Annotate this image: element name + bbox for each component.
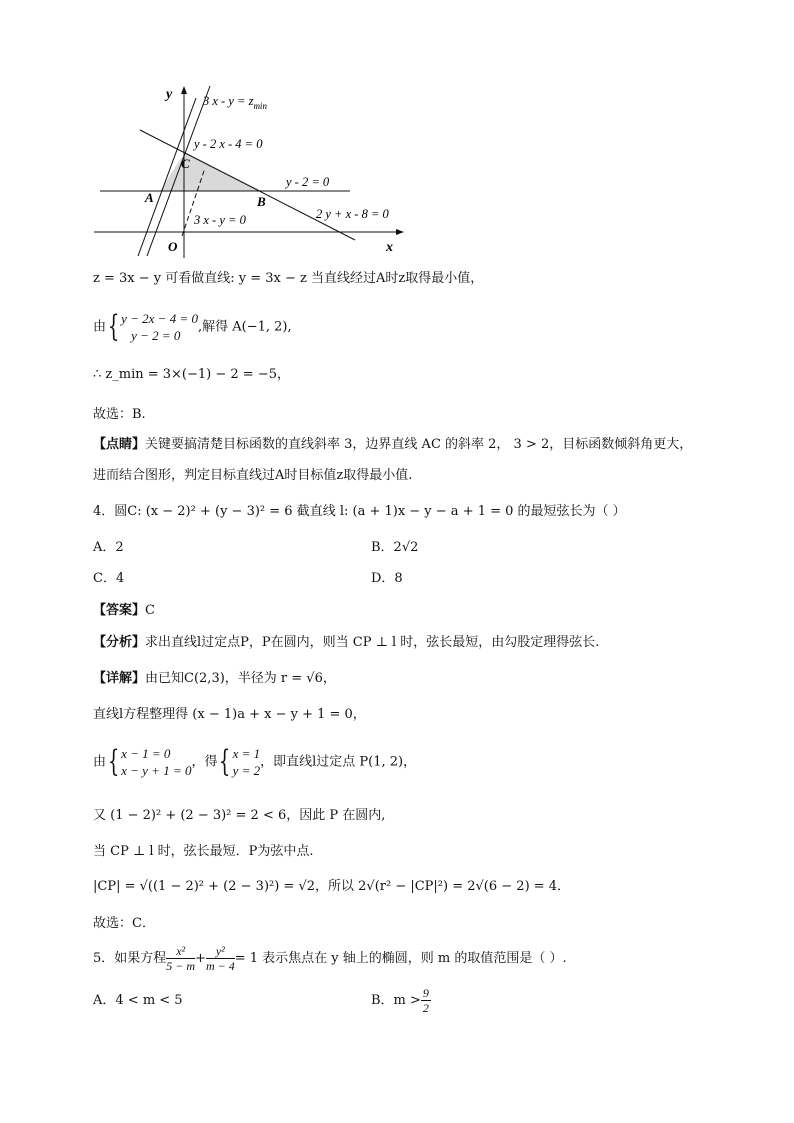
label-line2: y - 2 = 0 [286,175,330,189]
line-shortest-chord: 当 CP ⊥ l 时，弦长最短．P为弦中点. [93,844,314,859]
line-dianjing: 【点睛】关键要搞清楚目标函数的直线斜率 3，边界直线 AC 的斜率 2， 3 > 2，目标函数倾斜角更大， [93,437,693,452]
system-3: x = 1 y = 2 [232,746,261,778]
line-cp-length: |CP| = √((1 − 2)² + (2 − 3)²) = √2，所以 2√(r² − |CP|²) = 2√(6 − 2) = 4． [93,879,571,894]
line-fixed-point: 由{ x − 1 = 0 x − y + 1 = 0 ，得{ x = 1 y = 2 ，即直线l过定点 P(1, 2)， [93,744,417,779]
q4-option-b: B．2√2 [371,540,419,555]
line-choose-b: 故选：B. [93,407,146,422]
q4-option-c: C．4 [93,571,125,586]
system-1: y − 2x − 4 = 0 y − 2 = 0 [121,311,198,343]
origin-label: O [168,239,178,254]
line-z-explanation: z = 3x − y 可看做直线: y = 3x − z 当直线经过A时z取得最小值， [93,271,484,286]
axis-x-label: x [386,240,393,255]
line-inside-circle: 又 (1 − 2)² + (2 − 3)² = 2 < 6，因此 P 在圆内, [93,808,386,823]
linear-programming-figure [0,80,420,260]
point-a-label: A [145,190,154,205]
label-line4: 3 x - y = 0 [194,213,246,227]
x-axis-arrow [396,229,404,235]
fraction-y: $\frac{\text{y²}}{m - 4}$ [205,944,235,973]
question-4: 4．圆C: (x − 2)² + (y − 3)² = 6 截直线 l: (a + 1)x − y − a + 1 = 0 的最短弦长为（ ） [93,504,626,519]
label-zmin: 3 $x - y = z_{min}$ [203,94,267,111]
label-line3: 2 y + x - 8 = 0 [316,207,389,221]
line-rewrite: 直线l方程整理得 (x − 1)a + x − y + 1 = 0， [93,707,366,722]
analysis: 【分析】求出直线l过定点P，P在圆内，则当 CP ⊥ l 时，弦长最短，由勾股定理得弦长. [93,635,600,650]
fraction-nine-halves: $\frac{9}{2}$ [422,986,429,1015]
answer: 【答案】C [93,603,155,618]
axis-y-label: y [166,87,173,102]
line-zmin-value: ∴ z_min = 3×(−1) − 2 = −5， [93,367,290,382]
fraction-x: $\frac{\text{x²}}{5 - m}$ [166,944,196,973]
question-5: 5．如果方程 $\frac{\text{x²}}{5 - m}$ + $\frac{\text{y²}}{m - 4}$ = 1 表示焦点在 y 轴上的椭圆，则 m 的取值范围是（ ）. [93,944,567,973]
y-axis-arrow [181,86,187,94]
line-choose-c: 故选：C． [93,916,155,931]
system-2: x − 1 = 0 x − y + 1 = 0 [121,746,192,778]
q4-option-a: A．2 [93,540,124,555]
detail: 【详解】由已知C(2,3)，半径为 r = √6， [93,671,336,686]
q5-option-b: B．m > $\frac{9}{2}$ [371,986,429,1015]
point-b-label: B [257,194,266,209]
q5-option-a: A．4 < m < 5 [93,993,183,1008]
point-c-label: C [181,156,190,171]
line-dianjing-2: 进而结合图形，判定目标直线过A时目标值z取得最小值. [93,468,413,483]
line-solve-a: 由{ y − 2x − 4 = 0 y − 2 = 0 ,解得 A(−1, 2), [93,309,292,344]
label-line1: y - 2 x - 4 = 0 [194,137,263,151]
q4-option-d: D．8 [371,571,403,586]
